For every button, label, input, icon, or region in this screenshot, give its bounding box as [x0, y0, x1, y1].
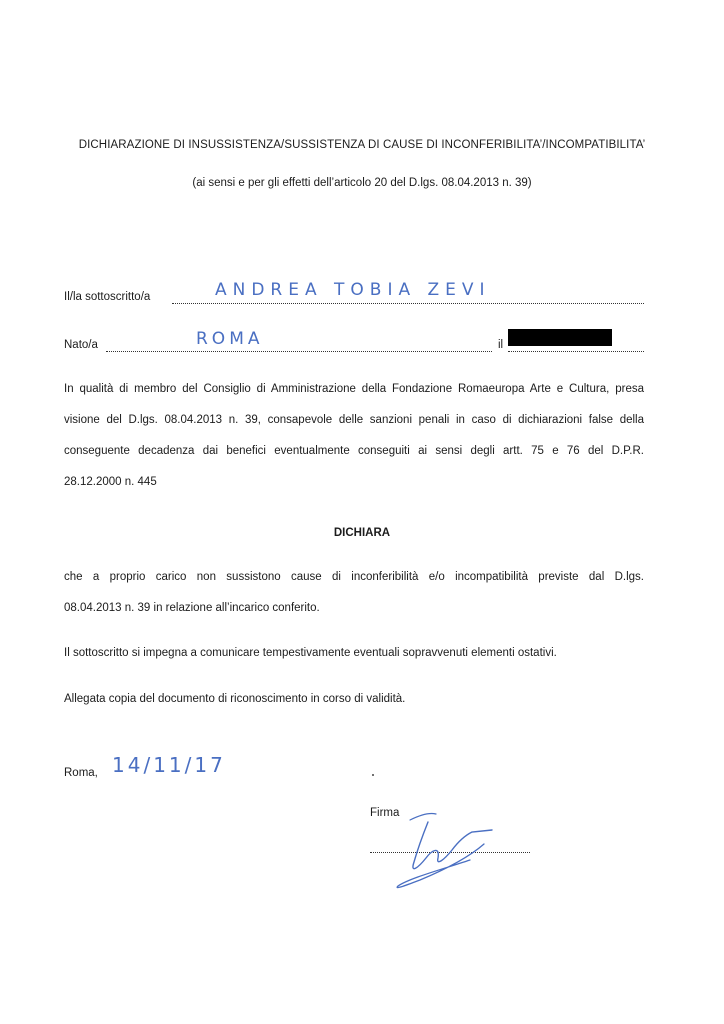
il-dotted-line [508, 351, 644, 352]
impegno-paragraph: Il sottoscritto si impegna a comunicare tempestivamente eventuali sopravvenuti elementi ostativi. [64, 647, 557, 659]
dichiara-line: che a proprio carico non sussistono cause di inconferibilità e/o incompatibilità previste dal D.lgs. [64, 571, 644, 583]
dichiara-line: 08.04.2013 n. 39 in relazione all’incarico conferito. [64, 602, 320, 614]
firma-label: Firma [370, 807, 400, 819]
qualita-line: In qualità di membro del Consiglio di Amministrazione della Fondazione Romaeuropa Arte e Cultura, presa [64, 383, 644, 395]
place-label: Roma, [64, 767, 98, 779]
il-label: il [498, 339, 504, 351]
dichiara-paragraph [64, 562, 644, 624]
sottoscritto-label: Il/la sottoscritto/a [64, 291, 151, 303]
dichiara-heading: DICHIARA [333, 527, 391, 539]
nato-handwritten-value: ROMA [196, 329, 264, 349]
stray-mark [372, 774, 374, 776]
nato-dotted-line [106, 351, 492, 352]
qualita-paragraph [64, 374, 644, 498]
qualita-line: conseguente decadenza dai benefici eventualmente conseguiti ai sensi degli artt. 75 e 76 del D.P.R. [64, 445, 644, 457]
document-subtitle: (ai sensi e per gli effetti dell’articolo 20 del D.lgs. 08.04.2013 n. 39) [192, 177, 532, 189]
nato-label: Nato/a [64, 339, 98, 351]
handwritten-signature [380, 800, 530, 900]
allegata-paragraph: Allegata copia del documento di riconoscimento in corso di validità. [64, 693, 406, 705]
document-title: DICHIARAZIONE DI INSUSSISTENZA/SUSSISTENZA DI CAUSE DI INCONFERIBILITA’/INCOMPATIBILITA’ [78, 139, 646, 151]
qualita-line: visione del D.lgs. 08.04.2013 n. 39, consapevole delle sanzioni penali in caso di dichiarazioni false della [64, 414, 644, 426]
qualita-line: 28.12.2000 n. 445 [64, 476, 157, 488]
birthdate-redaction [508, 329, 612, 346]
sottoscritto-handwritten-value: ANDREA TOBIA ZEVI [215, 280, 491, 300]
handwritten-date: 14/11/17 [112, 753, 226, 777]
sottoscritto-dotted-line [172, 303, 644, 304]
